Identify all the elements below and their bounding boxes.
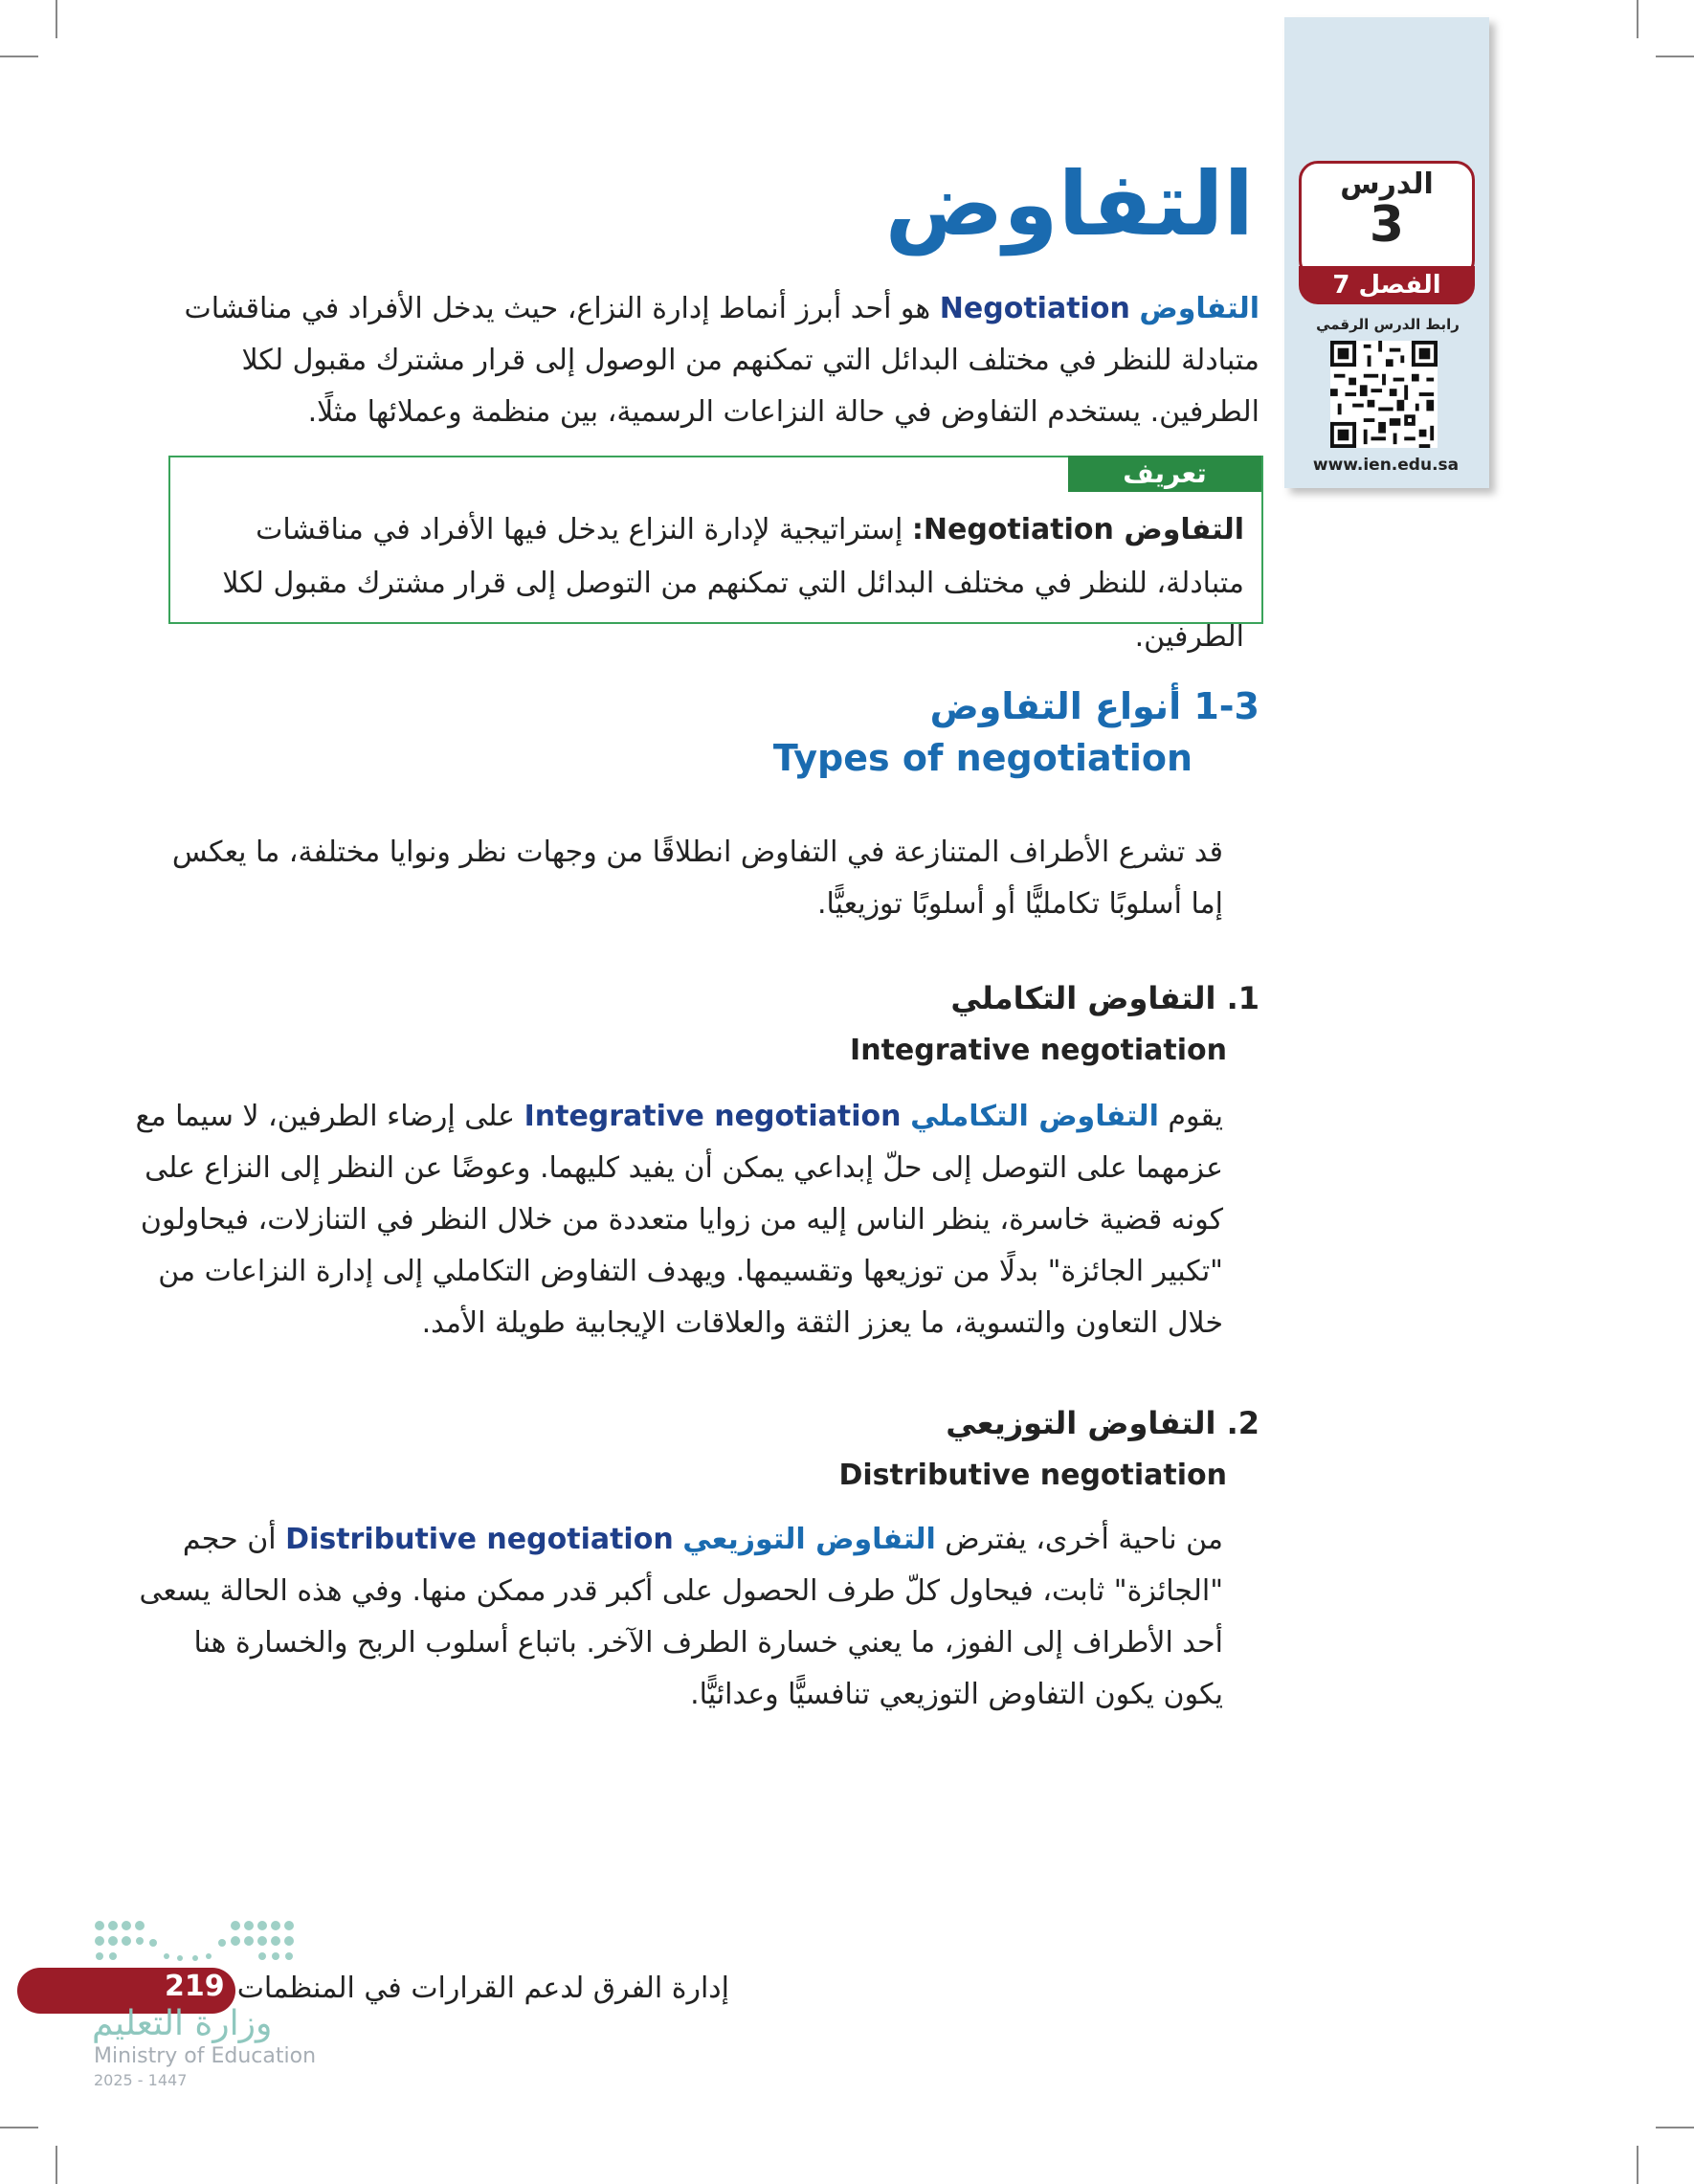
lesson-badge [1299, 161, 1475, 279]
page-title: التفاوض [884, 153, 1254, 256]
edition-year: 2025 - 1447 [94, 2071, 188, 2089]
distributive-text: أن حجم "الجائزة" ثابت، فيحاول كلّ طرف الحصول على أكبر قدر ممكن منها. وفي هذه الحالة يسعى أحد الأطراف إلى الفوز، ما يعني خسارة الطرف الآخر. باتباع أسلوب الربح والخسارة هنا يكون يكون التفاوض التوزيعي تنافسيًّا وعدائيًّا. [139, 1523, 1223, 1711]
integrative-term-en: Integrative negotiation [524, 1100, 902, 1133]
intro-term-en: Negotiation [939, 292, 1130, 325]
ministry-logo-dots-icon [92, 1918, 302, 1975]
distributive-paragraph [132, 1514, 1223, 1721]
integrative-lead: يقوم [1158, 1100, 1223, 1133]
distributive-term-en: Distributive negotiation [285, 1523, 674, 1556]
website-link[interactable]: www.ien.edu.sa [1312, 456, 1460, 475]
integrative-paragraph [132, 1091, 1223, 1349]
ministry-name-en: Ministry of Education [94, 2044, 317, 2068]
distributive-heading-ar: 2. التفاوض التوزيعي [946, 1405, 1259, 1441]
crop-mark [56, 2146, 57, 2184]
section-heading-ar: 1-3 أنواع التفاوض [929, 685, 1259, 727]
crop-mark [1637, 2146, 1638, 2184]
distributive-heading-en: Distributive negotiation [838, 1459, 1227, 1492]
section-heading-en: Types of negotiation [772, 737, 1192, 779]
definition-text [182, 503, 1244, 664]
lesson-number: 3 [1369, 196, 1405, 254]
crop-mark [1656, 56, 1694, 57]
definition-body: إستراتيجية لإدارة النزاع يدخل فيها الأفراد في مناقشات متبادلة، للنظر في مختلف البدائل التي تمكنهم من التوصل إلى قرار مشترك مقبول لكلا الطرفين. [222, 513, 1244, 654]
ministry-name-ar: وزارة التعليم [92, 2004, 273, 2043]
distributive-lead: من ناحية أخرى، يفترض [935, 1523, 1223, 1556]
crop-mark [1637, 0, 1638, 38]
integrative-term-ar: التفاوض التكاملي [910, 1100, 1159, 1133]
integrative-heading-en: Integrative negotiation [850, 1034, 1227, 1067]
page-number: 219 [165, 1970, 225, 2003]
book-title: إدارة الفرق لدعم القرارات في المنظمات [236, 1972, 729, 2005]
lesson-label: الدرس [1340, 167, 1434, 201]
qr-code-icon[interactable] [1330, 341, 1438, 448]
intro-paragraph [149, 283, 1259, 438]
chapter-label: الفصل 7 [1299, 266, 1475, 304]
definition-term: التفاوض Negotiation: [911, 513, 1244, 546]
crop-mark [1656, 2127, 1694, 2128]
crop-mark [56, 0, 57, 38]
qr-caption: رابط الدرس الرقمي [1316, 316, 1460, 333]
section-paragraph: قد تشرع الأطراف المتنازعة في التفاوض انطلاقًا من وجهات نظر ونوايا مختلفة، ما يعكس إما أسلوبًا تكامليًّا أو أسلوبًا توزيعيًّا. [171, 836, 1223, 921]
crop-mark [0, 2127, 38, 2128]
distributive-term-ar: التفاوض التوزيعي [682, 1523, 936, 1556]
integrative-heading-ar: 1. التفاوض التكاملي [950, 980, 1259, 1016]
intro-text: هو أحد أبرز أنماط إدارة النزاع، حيث يدخل الأفراد في مناقشات متبادلة للنظر في مختلف البدائل التي تمكنهم من الوصول إلى قرار مشترك مقبول لكلا الطرفين. يستخدم التفاوض في حالة النزاعات الرسمية، بين منظمة وعملائها مثلًا. [184, 292, 1259, 429]
integrative-text: على إرضاء الطرفين، لا سيما مع عزمهما على التوصل إلى حلّ إبداعي يمكن أن يفيد كليهما. وعوضًا عن النظر إلى النزاع على كونه قضية خاسرة، ينظر الناس إليه من زوايا متعددة من خلال النظر في التنازلات، فيحاولون "تكبير الجائزة" بدلًا من توزيعها وتقسيمها. ويهدف التفاوض التكاملي إلى إدارة النزاعات من خلال التعاون والتسوية، ما يعزز الثقة والعلاقات الإيجابية طويلة الأمد. [135, 1100, 1223, 1340]
definition-tab: تعريف [1068, 456, 1261, 492]
intro-term-ar: التفاوض [1139, 292, 1259, 325]
crop-mark [0, 56, 38, 57]
